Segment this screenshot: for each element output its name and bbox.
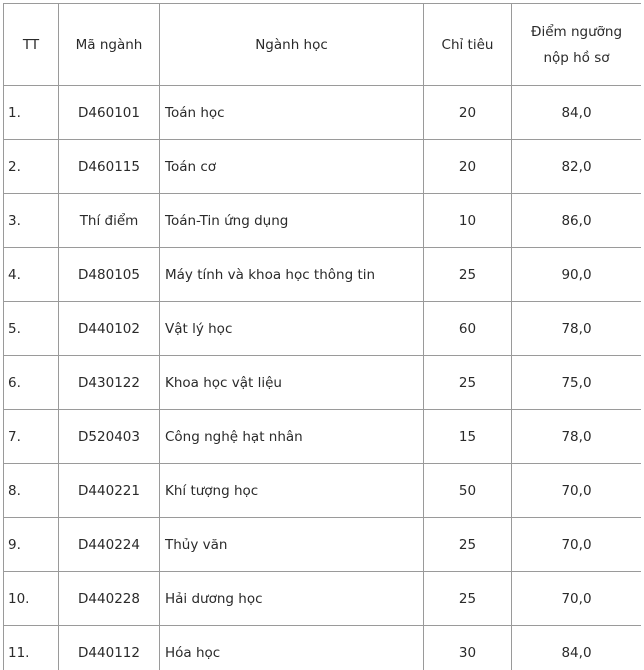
cell-major-code: D440221 bbox=[59, 464, 160, 518]
cell-threshold-score: 70,0 bbox=[512, 518, 642, 572]
cell-threshold-score: 84,0 bbox=[512, 626, 642, 670]
cell-threshold-score: 82,0 bbox=[512, 140, 642, 194]
cell-tt: 8. bbox=[4, 464, 59, 518]
cell-major-code: D440102 bbox=[59, 302, 160, 356]
cell-tt: 4. bbox=[4, 248, 59, 302]
cell-major-code: D480105 bbox=[59, 248, 160, 302]
cell-tt: 1. bbox=[4, 86, 59, 140]
admission-table-container bbox=[3, 3, 641, 670]
cell-major-code: D460115 bbox=[59, 140, 160, 194]
header-major-name: Ngành học bbox=[160, 4, 424, 86]
table-row bbox=[4, 572, 642, 626]
cell-quota: 30 bbox=[424, 626, 512, 670]
cell-tt: 2. bbox=[4, 140, 59, 194]
cell-threshold-score: 90,0 bbox=[512, 248, 642, 302]
cell-major-name: Toán-Tin ứng dụng bbox=[160, 194, 424, 248]
cell-quota: 50 bbox=[424, 464, 512, 518]
header-threshold-score-line2: nộp hồ sơ bbox=[543, 49, 610, 66]
header-tt: TT bbox=[4, 4, 59, 86]
cell-tt: 9. bbox=[4, 518, 59, 572]
cell-quota: 60 bbox=[424, 302, 512, 356]
header-threshold-score bbox=[512, 4, 642, 86]
admission-table bbox=[3, 3, 641, 670]
table-row bbox=[4, 248, 642, 302]
table-row bbox=[4, 86, 642, 140]
table-row bbox=[4, 410, 642, 464]
table-row bbox=[4, 356, 642, 410]
table-row bbox=[4, 302, 642, 356]
cell-quota: 25 bbox=[424, 248, 512, 302]
cell-major-name: Hải dương học bbox=[160, 572, 424, 626]
cell-quota: 25 bbox=[424, 518, 512, 572]
cell-threshold-score: 70,0 bbox=[512, 572, 642, 626]
cell-major-name: Toán học bbox=[160, 86, 424, 140]
cell-major-code: Thí điểm bbox=[59, 194, 160, 248]
cell-tt: 6. bbox=[4, 356, 59, 410]
cell-major-name: Vật lý học bbox=[160, 302, 424, 356]
cell-quota: 20 bbox=[424, 140, 512, 194]
cell-quota: 15 bbox=[424, 410, 512, 464]
cell-quota: 20 bbox=[424, 86, 512, 140]
cell-threshold-score: 84,0 bbox=[512, 86, 642, 140]
cell-major-name: Khí tượng học bbox=[160, 464, 424, 518]
header-major-code: Mã ngành bbox=[59, 4, 160, 86]
cell-major-name: Thủy văn bbox=[160, 518, 424, 572]
table-row bbox=[4, 194, 642, 248]
cell-threshold-score: 86,0 bbox=[512, 194, 642, 248]
cell-tt: 3. bbox=[4, 194, 59, 248]
cell-tt: 11. bbox=[4, 626, 59, 670]
cell-major-name: Khoa học vật liệu bbox=[160, 356, 424, 410]
cell-tt: 5. bbox=[4, 302, 59, 356]
cell-major-code: D440112 bbox=[59, 626, 160, 670]
cell-threshold-score: 78,0 bbox=[512, 410, 642, 464]
cell-threshold-score: 70,0 bbox=[512, 464, 642, 518]
header-quota: Chỉ tiêu bbox=[424, 4, 512, 86]
table-row bbox=[4, 626, 642, 670]
cell-threshold-score: 75,0 bbox=[512, 356, 642, 410]
cell-major-name: Máy tính và khoa học thông tin bbox=[160, 248, 424, 302]
cell-quota: 25 bbox=[424, 572, 512, 626]
cell-tt: 10. bbox=[4, 572, 59, 626]
header-threshold-score-line1: Điểm ngưỡng bbox=[530, 23, 623, 40]
table-row bbox=[4, 464, 642, 518]
cell-major-code: D440224 bbox=[59, 518, 160, 572]
cell-major-code: D440228 bbox=[59, 572, 160, 626]
table-row bbox=[4, 518, 642, 572]
cell-threshold-score: 78,0 bbox=[512, 302, 642, 356]
cell-major-code: D430122 bbox=[59, 356, 160, 410]
table-row bbox=[4, 140, 642, 194]
cell-tt: 7. bbox=[4, 410, 59, 464]
cell-quota: 25 bbox=[424, 356, 512, 410]
cell-quota: 10 bbox=[424, 194, 512, 248]
cell-major-code: D460101 bbox=[59, 86, 160, 140]
cell-major-name: Công nghệ hạt nhân bbox=[160, 410, 424, 464]
cell-major-name: Hóa học bbox=[160, 626, 424, 670]
header-row bbox=[4, 4, 642, 86]
cell-major-code: D520403 bbox=[59, 410, 160, 464]
cell-major-name: Toán cơ bbox=[160, 140, 424, 194]
